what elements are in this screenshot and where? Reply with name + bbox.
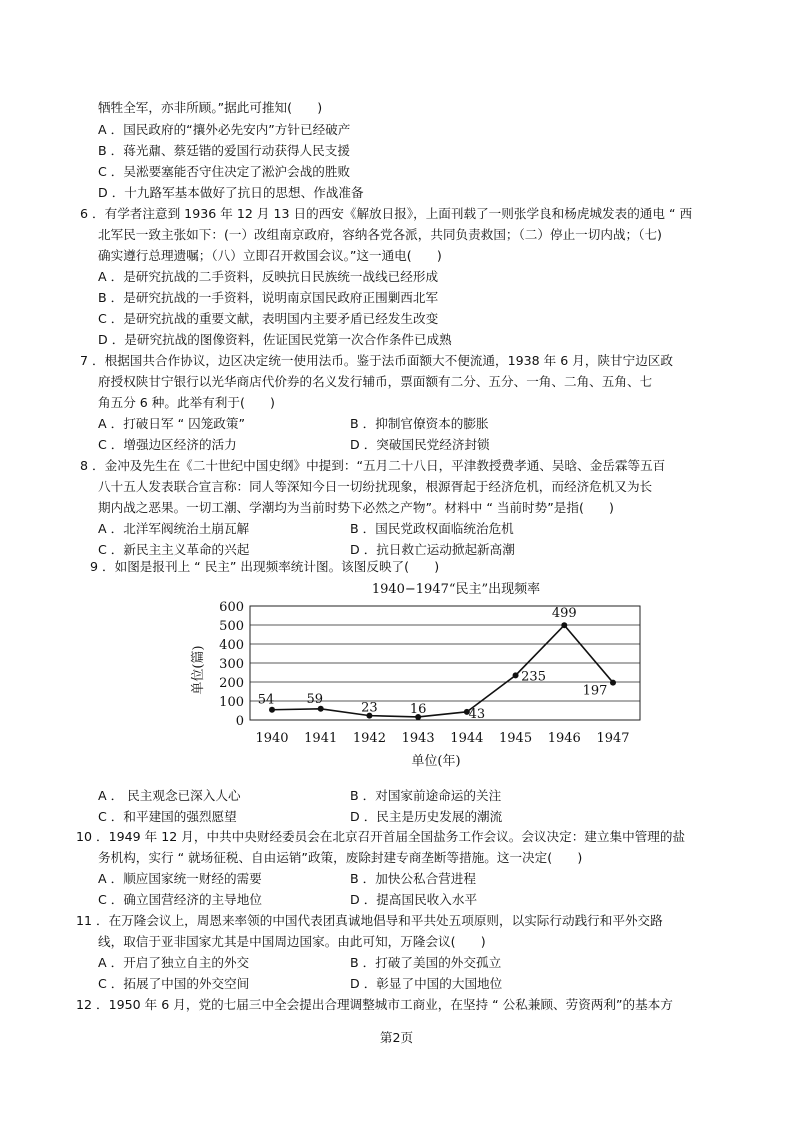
series-line [272, 625, 613, 717]
data-point [610, 680, 616, 686]
q11-option-a[interactable]: A ．开启了独立自主的外交 [98, 955, 250, 970]
q11-option-d[interactable]: D ．彰显了中国的大国地位 [350, 976, 503, 991]
page-number: 第2页 [379, 1030, 414, 1045]
data-label: 43 [468, 706, 486, 722]
y-tick-label: 500 [219, 619, 244, 634]
q9-option-c[interactable]: C ．和平建国的强烈愿望 [98, 809, 237, 824]
q7-option-c[interactable]: C ．增强边区经济的活力 [98, 437, 237, 452]
x-tick-label: 1941 [304, 731, 338, 746]
x-tick-label: 1942 [352, 731, 386, 746]
q11-stem-line-1: 11 ．在万隆会议上，周恩来率领的中国代表团真诚地倡导和平共处五项原则，以实际行动践行和平外交路 [76, 913, 663, 928]
x-tick-label: 1945 [499, 731, 533, 746]
q5-option-c[interactable]: C ．吴淞要塞能否守住决定了淞沪会战的胜败 [98, 164, 351, 179]
data-label: 16 [409, 701, 427, 717]
q8-option-a[interactable]: A ．北洋军阀统治土崩瓦解 [98, 521, 250, 536]
q8-stem-line-1: 8 ．金冲及先生在《二十世纪中国史纲》中提到：“五月二十八日，平津教授费孝通、吴晗、金岳霖等五百 [80, 458, 666, 473]
q6-stem-line-2: 北军民一致主张如下：(一）改组南京政府，容纳各党各派，共同负责救国；（二）停止一切内战；（七) [98, 227, 662, 242]
q9-stem: 9 ．如图是报刊上 “ 民主” 出现频率统计图。该图反映了( ) [90, 559, 440, 574]
q10-option-c[interactable]: C ．确立国营经济的主导地位 [98, 892, 262, 907]
q6-option-d[interactable]: D ．是研究抗战的图像资料，佐证国民党第一次合作条件已成熟 [98, 332, 452, 347]
q5-option-b[interactable]: B ．蒋光鼐、蔡廷锴的爱国行动获得人民支援 [98, 143, 350, 158]
q10-option-b[interactable]: B ．加快公私合营进程 [350, 871, 476, 886]
q6-stem-line-1: 6 ．有学者注意到 1936 年 12 月 13 日的西安《解放日报》，上面刊载了一则张学良和杨虎城发表的通电 “ 西 [80, 206, 693, 221]
q8-option-b[interactable]: B ．国民党政权面临统治危机 [350, 521, 514, 536]
q7-option-a[interactable]: A ．打破日军 “ 囚笼政策” [98, 416, 246, 431]
q10-option-d[interactable]: D ．提高国民收入水平 [350, 892, 478, 907]
y-tick-label: 100 [219, 695, 244, 710]
data-label: 23 [361, 700, 378, 716]
q10-stem-line-2: 务机构，实行 “ 就场征税、自由运销”政策，废除封建专商垄断等措施。这一决定( ) [98, 850, 583, 865]
q6-option-a[interactable]: A ．是研究抗战的二手资料，反映抗日民族统一战线已经形成 [98, 269, 439, 284]
data-label: 54 [257, 692, 275, 708]
q7-option-b[interactable]: B ．抑制官僚资本的膨胀 [350, 416, 489, 431]
q7-stem-line-1: 7 ．根据国共合作协议，边区决定统一使用法币。鉴于法币面额大不便流通，1938 年 6 月，陕甘宁边区政 [80, 353, 674, 368]
q9-option-b[interactable]: B ．对国家前途命运的关注 [350, 788, 502, 803]
q9-option-a[interactable]: A ． 民主观念已深入人心 [98, 788, 241, 803]
q6-option-c[interactable]: C ．是研究抗战的重要文献，表明国内主要矛盾已经发生改变 [98, 311, 439, 326]
q8-stem-line-2: 八十五人发表联合宣言称：同人等深知今日一切纷扰现象，根源胥起于经济危机，而经济危机又为长 [98, 479, 653, 494]
q11-option-c[interactable]: C ．拓展了中国的外交空间 [98, 976, 250, 991]
q5-option-d[interactable]: D ．十九路军基本做好了抗日的思想、作战准备 [98, 185, 364, 200]
q8-option-c[interactable]: C ．新民主主义革命的兴起 [98, 542, 250, 557]
q12-stem-line-1: 12 ．1950 年 6 月，党的七届三中全会提出合理调整城市工商业，在坚持 “ 公私兼顾、劳资两利”的基本方 [76, 997, 673, 1012]
q7-stem-line-2: 府授权陕甘宁银行以光华商店代价券的名义发行辅币，票面额有二分、五分、一角、二角、五角、七 [98, 374, 653, 389]
q11-option-b[interactable]: B ．打破了美国的外交孤立 [350, 955, 502, 970]
data-point [513, 672, 519, 678]
x-tick-label: 1940 [255, 731, 289, 746]
q7-stem-line-3: 角五分 6 种。此举有利于( ) [98, 395, 275, 410]
x-axis-label: 单位(年) [411, 754, 461, 769]
y-tick-label: 0 [235, 714, 244, 729]
q5-tail-stem: 牺牲全军，亦非所顾。”据此可推知( ) [98, 100, 323, 115]
frequency-chart [180, 578, 650, 778]
q10-option-a[interactable]: A ．顺应国家统一财经的需要 [98, 871, 262, 886]
y-tick-label: 600 [219, 600, 244, 615]
y-tick-label: 400 [219, 638, 244, 653]
data-label: 197 [582, 683, 608, 699]
q11-stem-line-2: 线，取信于亚非国家尤其是中国周边国家。由此可知，万隆会议( ) [98, 934, 486, 949]
x-tick-label: 1944 [450, 731, 484, 746]
x-tick-label: 1946 [547, 731, 581, 746]
y-tick-label: 300 [219, 657, 244, 672]
q8-stem-line-3: 期内战之恶果。一切工潮、学潮均为当前时势下必然之产物”。材料中 “ 当前时势”是指( ) [98, 500, 614, 515]
chart-title: 1940−1947“民主”出现频率 [371, 582, 541, 597]
data-label: 235 [521, 669, 546, 685]
q10-stem-line-1: 10 ．1949 年 12 月，中共中央财经委员会在北京召开首届全国盐务工作会议。会议决定：建立集中管理的盐 [76, 829, 686, 844]
data-point [561, 622, 567, 628]
q8-option-d[interactable]: D ．抗日救亡运动掀起新高潮 [350, 542, 515, 557]
x-tick-label: 1943 [401, 731, 435, 746]
q7-option-d[interactable]: D ．突破国民党经济封锁 [350, 437, 490, 452]
q5-option-a[interactable]: A ．国民政府的“攘外必先安内”方针已经破产 [98, 122, 351, 137]
data-label: 59 [306, 691, 323, 707]
data-label: 499 [551, 606, 577, 622]
y-tick-label: 200 [219, 676, 244, 691]
x-tick-label: 1947 [596, 731, 630, 746]
y-axis-label: 单位(篇) [191, 645, 206, 695]
q6-option-b[interactable]: B ．是研究抗战的一手资料，说明南京国民政府正围剿西北军 [98, 290, 439, 305]
q6-stem-line-3: 确实遵行总理遗嘱；（八）立即召开救国会议。”这一通电( ) [98, 248, 442, 263]
q9-option-d[interactable]: D ．民主是历史发展的潮流 [350, 809, 503, 824]
